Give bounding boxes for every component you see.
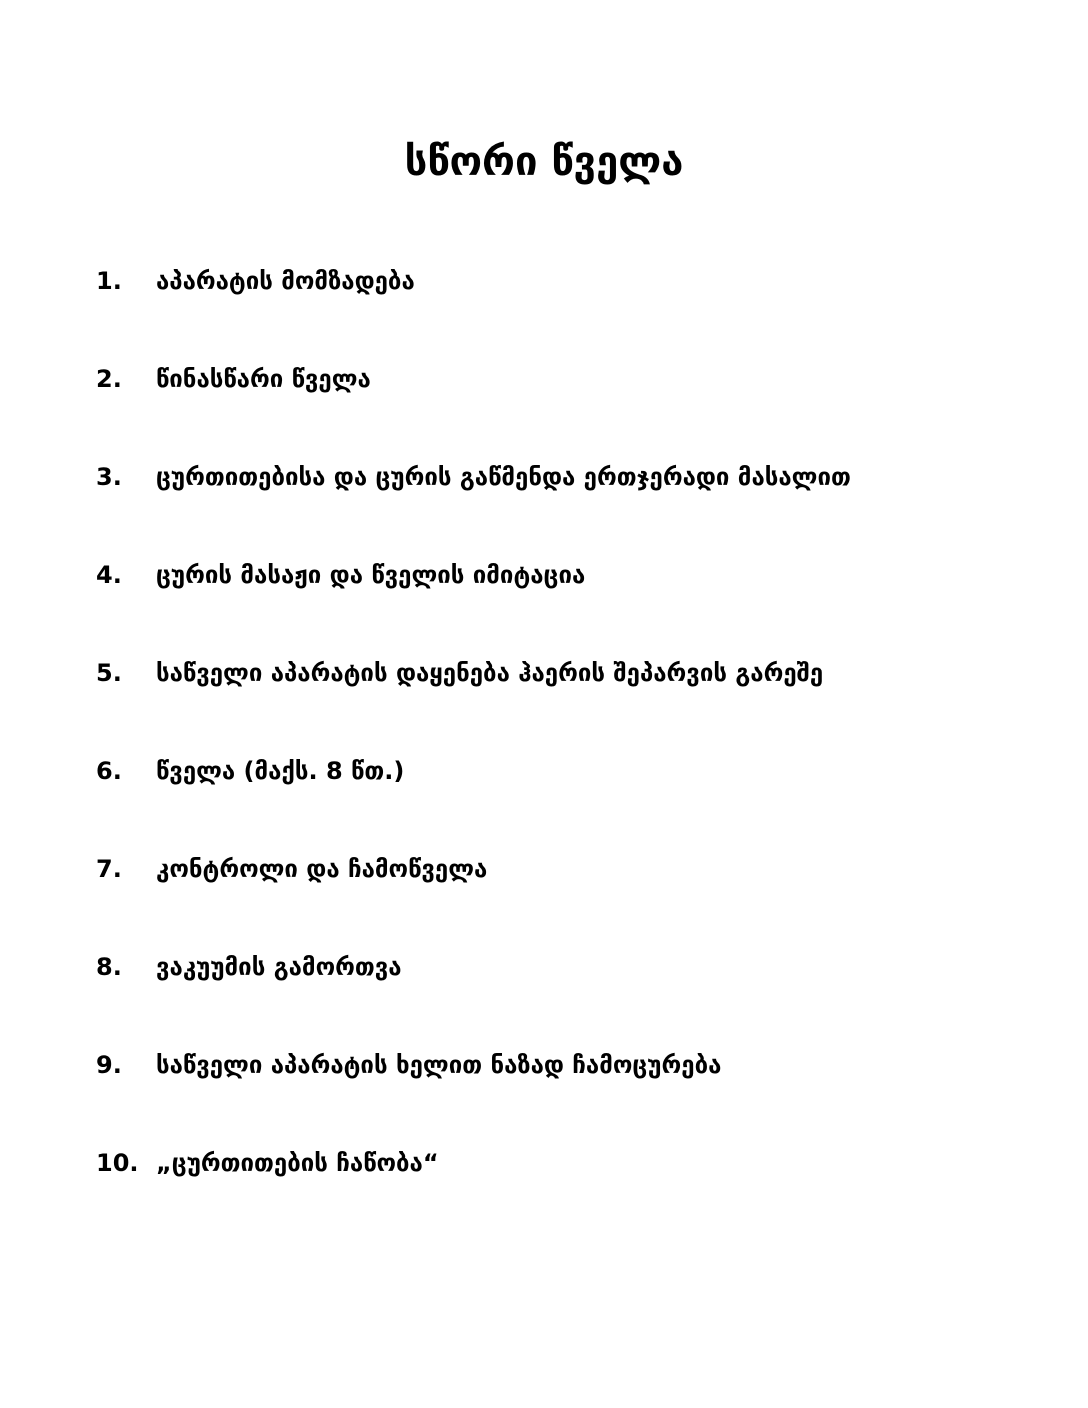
- step-text: წინასწარი წველა: [156, 365, 371, 393]
- step-number: 9.: [96, 1051, 122, 1079]
- step-number: 4.: [96, 561, 122, 589]
- list-item: [96, 748, 1056, 846]
- list-item: [96, 650, 1056, 748]
- step-number: 10.: [96, 1149, 139, 1177]
- steps-list: [96, 258, 1056, 1238]
- step-number: 6.: [96, 757, 122, 785]
- step-text: წველა (მაქს. 8 წთ.): [156, 757, 405, 785]
- page-title: სწორი წველა: [404, 139, 684, 185]
- step-text: საწველი აპარატის ხელით ნაზად ჩამოცურება: [156, 1051, 722, 1079]
- step-text: კონტროლი და ჩამოწველა: [156, 855, 488, 883]
- list-item: [96, 356, 1056, 454]
- step-number: 7.: [96, 855, 122, 883]
- list-item: [96, 944, 1056, 1042]
- step-number: 2.: [96, 365, 122, 393]
- step-text: ვაკუუმის გამორთვა: [156, 953, 402, 981]
- step-text: საწველი აპარატის დაყენება ჰაერის შეპარვის გარეშე: [156, 659, 824, 687]
- step-text: ცურთითებისა და ცურის გაწმენდა ერთჯერადი მასალით: [156, 463, 851, 491]
- step-number: 8.: [96, 953, 122, 981]
- step-number: 1.: [96, 267, 122, 295]
- step-text: ცურის მასაჟი და წველის იმიტაცია: [156, 561, 586, 589]
- step-text: „ცურთითების ჩაწობა“: [156, 1149, 439, 1177]
- step-text: აპარატის მომზადება: [156, 267, 415, 295]
- list-item: [96, 846, 1056, 944]
- list-item: [96, 552, 1056, 650]
- list-item: [96, 454, 1056, 552]
- step-number: 3.: [96, 463, 122, 491]
- list-item: [96, 1140, 1056, 1238]
- step-number: 5.: [96, 659, 122, 687]
- list-item: [96, 258, 1056, 356]
- list-item: [96, 1042, 1056, 1140]
